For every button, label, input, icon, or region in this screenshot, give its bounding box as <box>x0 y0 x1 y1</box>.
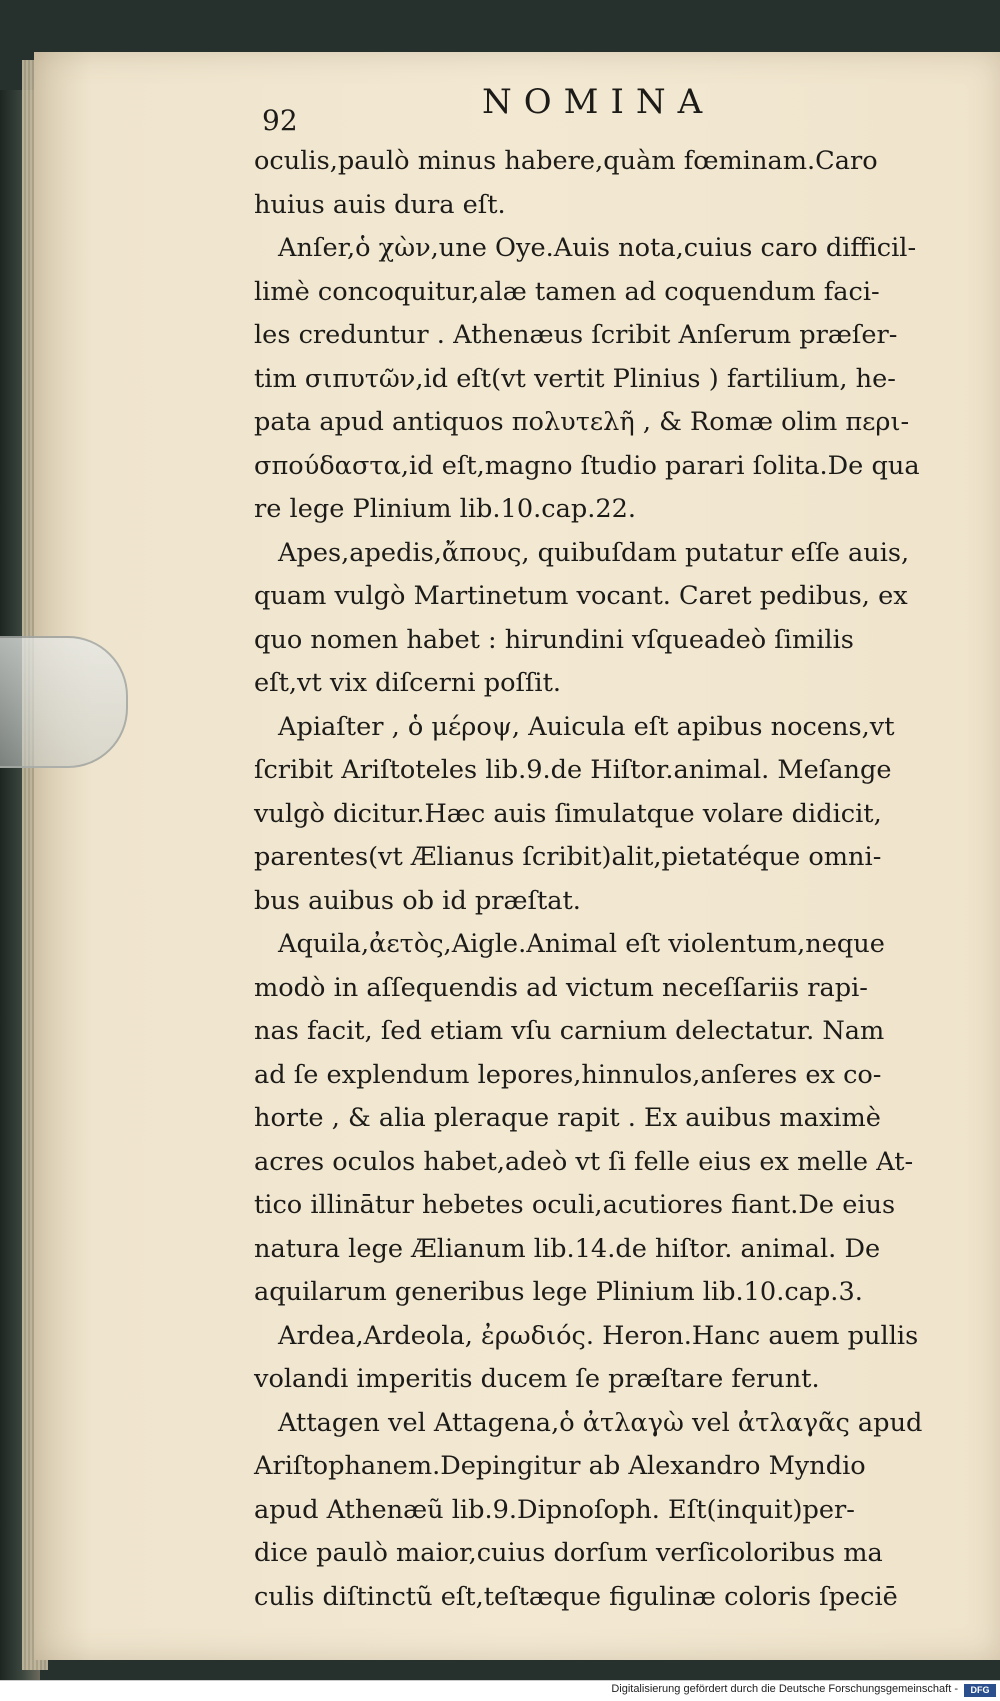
text-line: Aquila,ἀετὸς,Aigle.Animal eſt violentum,neque <box>278 929 885 959</box>
text-line: modò in aſſequendis ad victum neceſſariis rapi- <box>254 972 868 1003</box>
dfg-logo: DFG <box>964 1684 996 1697</box>
text-line: les creduntur . Athenæus ſcribit Anſerum præſer- <box>254 320 898 350</box>
text-line: Attagen vel Attagena,ὁ ἀτλαγὼ vel ἀτλαγᾶς apud <box>278 1407 923 1438</box>
text-line: Ariſtophanem.Depingitur ab Alexandro Myndio <box>254 1451 866 1481</box>
text-line: vulgò dicitur.Hæc auis ſimulatque volare didicit, <box>254 798 882 829</box>
text-line: Apiaſter , ὁ μέροψ, Auicula eſt apibus nocens,vt <box>278 711 895 742</box>
text-line: volandi imperitis ducem ſe præſtare ferunt. <box>254 1364 820 1394</box>
text-line: Apes,apedis,ἄπους, quibuſdam putatur eſſe auis, <box>278 537 910 568</box>
footer-bar <box>0 1680 1000 1701</box>
text-line: apud Athenæũ lib.9.Dipnoſoph. Eſt(inquit)per- <box>254 1494 855 1525</box>
text-line: ſcribit Ariſtoteles lib.9.de Hiſtor.animal. Meſange <box>254 755 892 785</box>
body-text <box>254 140 923 1619</box>
text-line: natura lege Ælianum lib.14.de hiſtor. animal. De <box>254 1233 881 1264</box>
text-line: bus auibus ob id præſtat. <box>254 885 581 916</box>
text-line: parentes(vt Ælianus ſcribit)alit,pietatéque omni- <box>254 842 882 872</box>
text-line: ad ſe explendum lepores,hinnulos,anſeres ex co- <box>254 1059 882 1090</box>
text-line: limè concoquitur,alæ tamen ad coquendum faci- <box>254 276 880 307</box>
text-line: re lege Plinium lib.10.cap.22. <box>254 494 637 524</box>
text-line: acres oculos habet,adeò vt ſi felle eius ex melle At- <box>254 1146 914 1177</box>
page-clip <box>0 636 128 768</box>
text-line: Ardea,Ardeola, ἐρωδιός. Heron.Hanc auem pullis <box>278 1320 919 1351</box>
text-line: tico illinātur hebetes oculi,acutiores fiant.De eius <box>254 1190 896 1220</box>
text-line: nas facit, ſed etiam vſu carnium delectatur. Nam <box>254 1016 885 1046</box>
text-line: horte , & alia pleraque rapit . Ex auibus maximè <box>254 1103 881 1133</box>
running-head: NOMINA <box>482 82 715 122</box>
text-line: σπούδαστα,id eſt,magno ſtudio parari ſolita.De qua <box>254 450 920 481</box>
footer-credit: Digitalisierung gefördert durch die Deutsche Forschungsgemeinschaft - <box>611 1683 958 1695</box>
text-line: tim σιπυτῶν,id eſt(vt vertit Plinius ) fartilium, he- <box>254 363 896 394</box>
text-line: quo nomen habet : hirundini vſqueadeò ſimilis <box>254 624 854 655</box>
page-header <box>262 82 962 137</box>
text-line: dice paulò maior,cuius dorſum verſicoloribus ma <box>254 1538 883 1568</box>
text-line: Anſer,ὁ χὼν,une Oye.Auis nota,cuius caro difficil- <box>278 233 917 263</box>
text-line: eſt,vt vix diſcerni poſſit. <box>254 668 562 698</box>
page-number: 92 <box>262 104 298 137</box>
text-line: huius auis dura eſt. <box>254 189 506 220</box>
text-line: oculis,paulò minus habere,quàm fœminam.Caro <box>254 146 878 176</box>
text-line: pata apud antiquos πολυτελῆ , & Romæ olim περι- <box>254 407 910 437</box>
text-line: aquilarum generibus lege Plinium lib.10.cap.3. <box>254 1277 863 1307</box>
text-line: culis diſtinctũ eſt,teſtæque figulinæ coloris ſpeciē <box>254 1581 898 1612</box>
text-line: quam vulgò Martinetum vocant. Caret pedibus, ex <box>254 581 908 611</box>
